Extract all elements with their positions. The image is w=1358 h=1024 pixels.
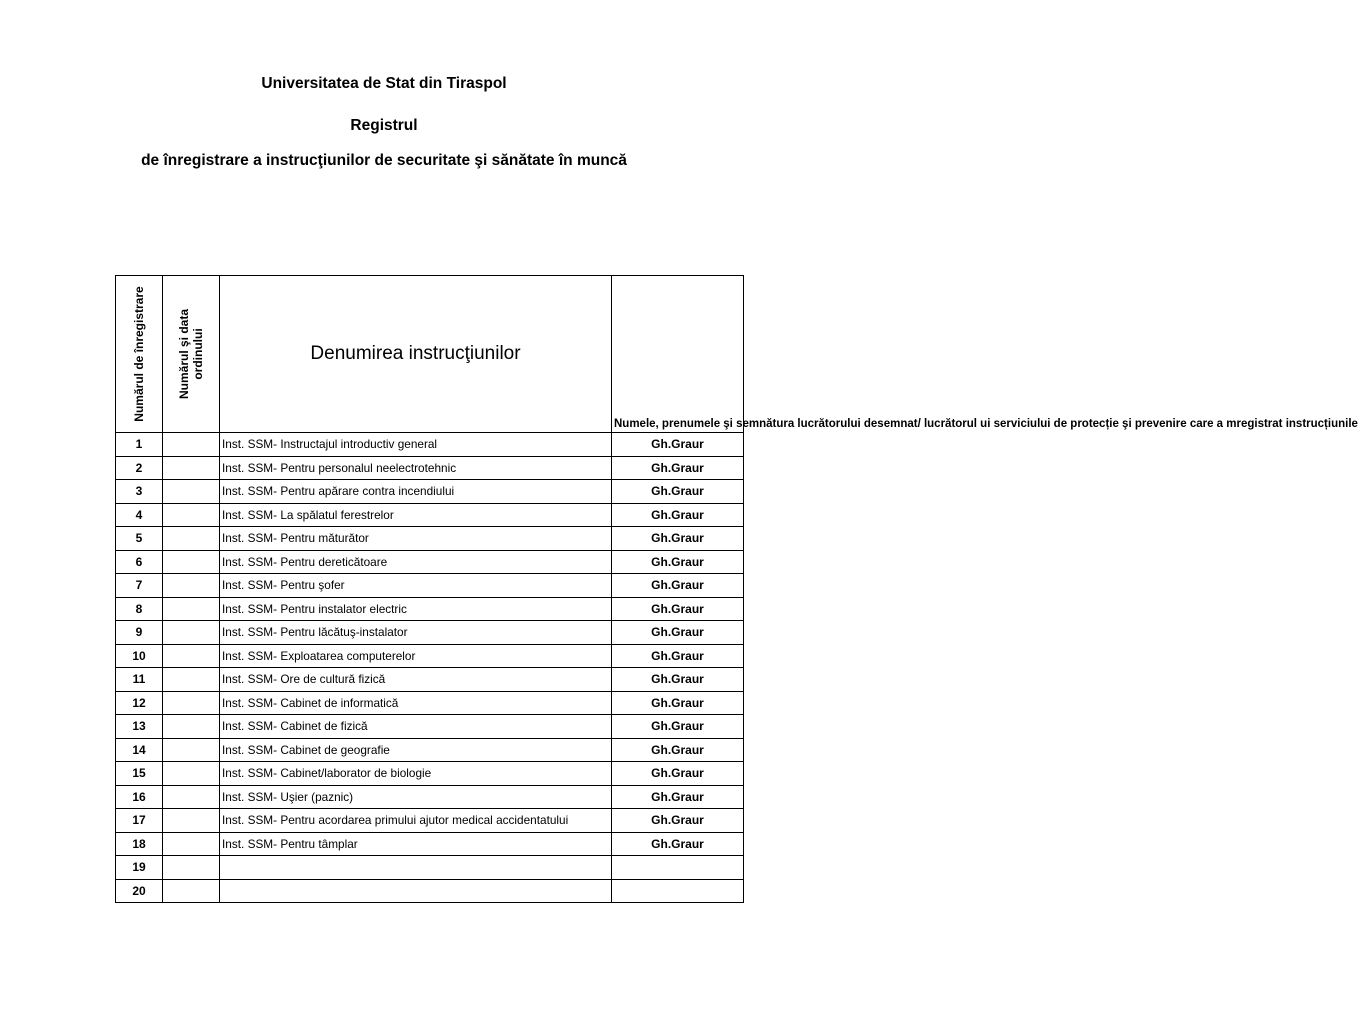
row-number: 5 [116, 527, 163, 551]
table-row [116, 691, 744, 715]
row-signer: Gh.Graur [612, 597, 744, 621]
table-row [116, 480, 744, 504]
table-row [116, 550, 744, 574]
row-instruction-title: Inst. SSM- La spălatul ferestrelor [220, 503, 612, 527]
table-row [116, 785, 744, 809]
row-signer: Gh.Graur [612, 644, 744, 668]
row-instruction-title: Inst. SSM- Uşier (paznic) [220, 785, 612, 809]
row-number: 13 [116, 715, 163, 739]
row-order [163, 503, 220, 527]
table-row [116, 597, 744, 621]
table-row [116, 574, 744, 598]
row-instruction-title [220, 856, 612, 880]
row-signer: Gh.Graur [612, 621, 744, 645]
row-order [163, 691, 220, 715]
table-row [116, 809, 744, 833]
row-instruction-title: Inst. SSM- Pentru dereticătoare [220, 550, 612, 574]
table-row [116, 879, 744, 903]
row-number: 12 [116, 691, 163, 715]
row-signer: Gh.Graur [612, 832, 744, 856]
table-row [116, 503, 744, 527]
row-instruction-title [220, 879, 612, 903]
row-signer: Gh.Graur [612, 550, 744, 574]
register-table [115, 275, 1358, 903]
row-order [163, 785, 220, 809]
row-order [163, 550, 220, 574]
row-number: 11 [116, 668, 163, 692]
table-row [116, 762, 744, 786]
row-instruction-title: Inst. SSM- Pentru instalator electric [220, 597, 612, 621]
table-row [116, 456, 744, 480]
row-number: 1 [116, 433, 163, 457]
row-order [163, 668, 220, 692]
table-row [116, 433, 744, 457]
row-order [163, 809, 220, 833]
row-signer: Gh.Graur [612, 715, 744, 739]
column-header-signer: Numele, prenumele şi semnătura lucrătorului desemnat/ lucrătorul ui serviciului de protecție şi prevenire care a mregistrat instrucțiunile [612, 276, 744, 433]
row-number: 10 [116, 644, 163, 668]
row-instruction-title: Inst. SSM- Pentru lăcătuş-instalator [220, 621, 612, 645]
register-title: Registrul [350, 117, 418, 134]
row-order [163, 574, 220, 598]
row-order [163, 433, 220, 457]
table-row [116, 668, 744, 692]
column-header-number [116, 276, 163, 433]
row-instruction-title: Inst. SSM- Cabinet de informatică [220, 691, 612, 715]
table-row [116, 621, 744, 645]
row-order [163, 644, 220, 668]
row-instruction-title: Inst. SSM- Pentru şofer [220, 574, 612, 598]
table-row [116, 644, 744, 668]
row-number: 16 [116, 785, 163, 809]
row-signer: Gh.Graur [612, 480, 744, 504]
row-order [163, 738, 220, 762]
row-number: 19 [116, 856, 163, 880]
row-order [163, 456, 220, 480]
row-number: 3 [116, 480, 163, 504]
row-order [163, 527, 220, 551]
row-order [163, 621, 220, 645]
row-order [163, 879, 220, 903]
row-signer: Gh.Graur [612, 527, 744, 551]
row-number: 2 [116, 456, 163, 480]
table-row [116, 527, 744, 551]
row-number: 18 [116, 832, 163, 856]
row-instruction-title: Inst. SSM- Exploatarea computerelor [220, 644, 612, 668]
table-row [116, 738, 744, 762]
row-number: 6 [116, 550, 163, 574]
row-instruction-title: Inst. SSM- Pentru tâmplar [220, 832, 612, 856]
column-header-title: Denumirea instrucţiunilor [220, 276, 612, 433]
row-instruction-title: Inst. SSM- Ore de cultură fizică [220, 668, 612, 692]
table-row [116, 715, 744, 739]
row-instruction-title: Inst. SSM- Instructajul introductiv general [220, 433, 612, 457]
row-order [163, 715, 220, 739]
row-signer [612, 856, 744, 880]
table-body [116, 433, 744, 903]
row-number: 15 [116, 762, 163, 786]
row-instruction-title: Inst. SSM- Cabinet de geografie [220, 738, 612, 762]
row-instruction-title: Inst. SSM- Pentru personalul neelectrotehnic [220, 456, 612, 480]
row-number: 20 [116, 879, 163, 903]
row-signer: Gh.Graur [612, 574, 744, 598]
row-instruction-title: Inst. SSM- Pentru acordarea primului ajutor medical accidentatului [220, 809, 612, 833]
column-header-order [163, 276, 220, 433]
row-instruction-title: Inst. SSM- Cabinet de fizică [220, 715, 612, 739]
row-instruction-title: Inst. SSM- Pentru măturător [220, 527, 612, 551]
row-signer: Gh.Graur [612, 433, 744, 457]
row-order [163, 762, 220, 786]
row-signer: Gh.Graur [612, 785, 744, 809]
row-signer: Gh.Graur [612, 456, 744, 480]
row-number: 14 [116, 738, 163, 762]
table-header-row [116, 276, 744, 433]
register-subtitle: de înregistrare a instrucţiunilor de securitate şi sănătate în muncă [141, 152, 627, 169]
row-number: 7 [116, 574, 163, 598]
row-signer: Gh.Graur [612, 762, 744, 786]
column-header-number-label: Numărul de înregistrare [132, 286, 146, 422]
row-signer: Gh.Graur [612, 691, 744, 715]
row-number: 8 [116, 597, 163, 621]
row-signer: Gh.Graur [612, 503, 744, 527]
row-order [163, 597, 220, 621]
row-number: 4 [116, 503, 163, 527]
row-number: 17 [116, 809, 163, 833]
row-number: 9 [116, 621, 163, 645]
row-signer: Gh.Graur [612, 809, 744, 833]
table-row [116, 832, 744, 856]
row-instruction-title: Inst. SSM- Cabinet/laborator de biologie [220, 762, 612, 786]
row-order [163, 856, 220, 880]
row-signer [612, 879, 744, 903]
row-order [163, 832, 220, 856]
university-title: Universitatea de Stat din Tiraspol [261, 75, 507, 92]
row-signer: Gh.Graur [612, 738, 744, 762]
table-row [116, 856, 744, 880]
row-instruction-title: Inst. SSM- Pentru apărare contra incendiului [220, 480, 612, 504]
row-order [163, 480, 220, 504]
column-header-order-label: Numărul şi data ordinului [177, 308, 205, 400]
row-signer: Gh.Graur [612, 668, 744, 692]
